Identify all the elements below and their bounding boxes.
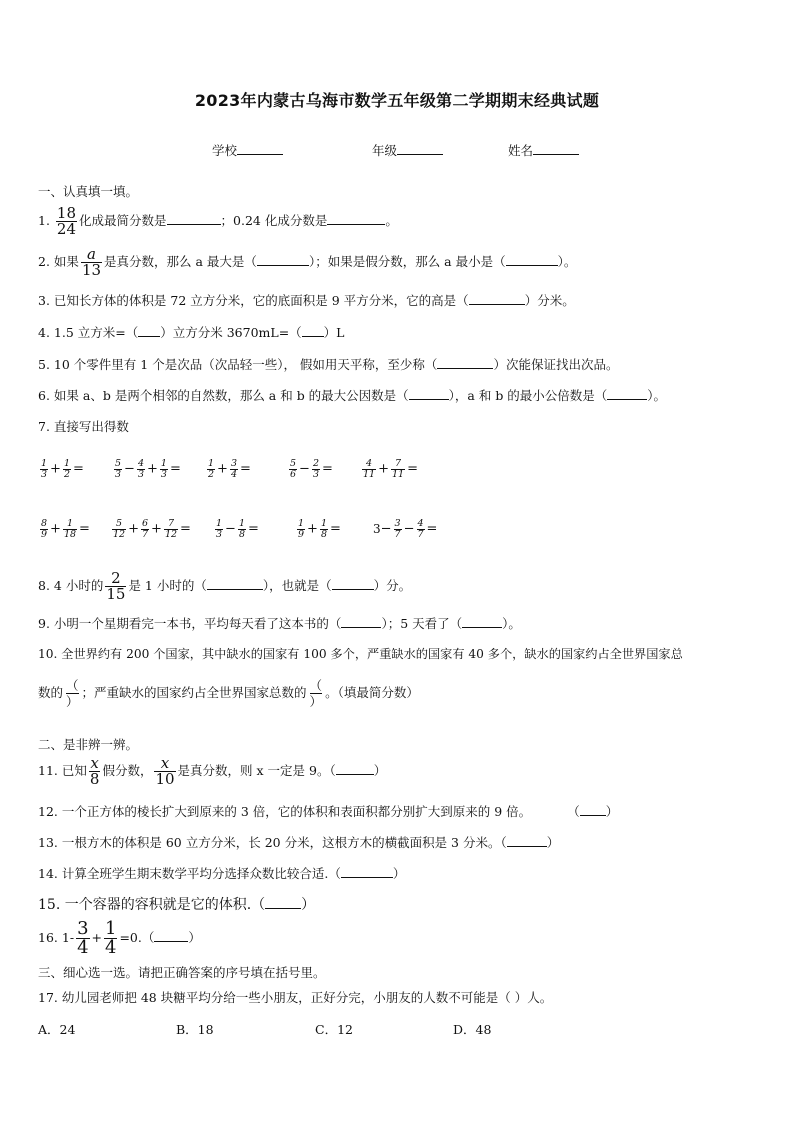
calc-numerator: 5 [115, 458, 122, 469]
q6-blank-1[interactable] [409, 388, 449, 400]
calc-numerator: 5 [290, 458, 297, 469]
calc-denominator: 3 [41, 468, 48, 480]
calc-denominator: 12 [164, 528, 178, 540]
calc-fraction [160, 459, 168, 479]
calc-numerator: 4 [366, 458, 373, 469]
calc-numerator: 5 [116, 518, 123, 529]
calc-fraction [289, 459, 297, 479]
q3-text-2: ）分米。 [524, 293, 575, 308]
calc-fraction [391, 459, 405, 479]
q10-text-3: ；严重缺水的国家约占全世界国家总数的 [81, 685, 307, 700]
calc-equals: = [240, 461, 251, 477]
q1-text-3: 。 [385, 213, 398, 228]
q9-blank-1[interactable] [341, 616, 381, 628]
q9-number: 9. [38, 616, 50, 631]
calc-denominator: 2 [208, 468, 215, 480]
q16-number: 16. [38, 930, 58, 945]
q8-blank-1[interactable] [207, 578, 263, 590]
q14-blank[interactable] [341, 866, 393, 878]
q9-text-3: ）。 [502, 616, 521, 631]
calc-fraction [312, 459, 320, 479]
q14-number: 14. [38, 866, 58, 881]
school-field [212, 141, 283, 159]
q12-text-3: ） [605, 804, 619, 819]
q2-text-0: 如果 [53, 254, 79, 269]
q6-number: 6. [38, 388, 50, 403]
q4-blank-2[interactable] [302, 325, 324, 337]
q8-fraction [105, 571, 126, 602]
grade-label: 年级 [372, 143, 398, 158]
calc-fraction [112, 519, 126, 539]
calc-fraction [238, 519, 246, 539]
q6-text-3: ）。 [647, 388, 667, 403]
calc-operator: + [217, 461, 228, 477]
calc-fraction [40, 459, 48, 479]
calc-fraction [114, 459, 122, 479]
q5-text-2: ）次能保证找出次品。 [493, 357, 619, 372]
q10-f2-bottom: ） [309, 694, 323, 709]
calc-numerator: 7 [167, 518, 175, 529]
q16-f1-den: 4 [77, 937, 89, 958]
calc-denominator: 11 [392, 468, 405, 480]
grade-blank[interactable] [397, 142, 443, 155]
calc-item [205, 459, 251, 479]
q1-fraction [56, 206, 77, 237]
question-7 [38, 417, 129, 435]
question-12 [38, 802, 618, 820]
q11-text-2: 是真分数，则 x 一定是 9。（ [177, 763, 336, 778]
calc-numerator: 3 [394, 518, 401, 529]
calc-whole-number: 3 [373, 522, 381, 536]
option-c[interactable]: C．12 [315, 1022, 353, 1037]
q2-frac-den: 13 [81, 261, 102, 279]
calc-operator: + [307, 521, 318, 537]
q2-text-2: ）；如果是假分数，那么 a 最小是（ [308, 254, 506, 269]
calc-equals: = [248, 521, 259, 537]
school-blank[interactable] [237, 142, 283, 155]
question-10-line-2 [38, 678, 419, 709]
q11-blank[interactable] [336, 763, 374, 775]
calc-numerator: 1 [66, 518, 74, 529]
calc-numerator: 1 [41, 458, 48, 469]
calc-denominator: 6 [290, 468, 297, 480]
q11-text-1: 假分数， [102, 763, 153, 778]
q16-text-2: ） [188, 930, 201, 945]
calc-denominator: 4 [230, 468, 237, 480]
q11-text-0: 已知 [61, 763, 87, 778]
question-13 [38, 833, 559, 851]
q2-number: 2. [38, 254, 50, 269]
calc-equals: = [180, 521, 191, 537]
calc-denominator: 2 [63, 468, 70, 480]
calc-operator: − [403, 521, 415, 537]
calc-numerator: 7 [395, 458, 402, 469]
calc-operator: − [299, 461, 310, 477]
calc-operator: + [50, 521, 61, 537]
calc-denominator: 18 [63, 528, 77, 540]
q5-blank[interactable] [437, 357, 493, 369]
q13-blank[interactable] [507, 835, 547, 847]
q11-fraction-2 [154, 756, 175, 787]
calc-denominator: 12 [113, 528, 126, 540]
calc-denominator: 3 [115, 468, 122, 480]
calc-item [287, 459, 333, 479]
calc-numerator: 1 [208, 458, 215, 469]
calc-item [360, 459, 418, 479]
question-5 [38, 355, 618, 373]
q1-text-1: 化成最简分数是 [79, 213, 167, 228]
q7-text-1: 直接写出得数 [53, 419, 129, 434]
q10-text-1: 全世界约有 200 个国家，其中缺水的国家有 100 多个，严重缺水的国家有 40 多个，缺水的国家约占全世界国家总 [61, 647, 683, 661]
q17-text-1: 幼儿园老师把 48 块糖平均分给一些小朋友，正好分完，小朋友的人数不可能是（ ）人。 [61, 990, 553, 1005]
q8-frac-den: 15 [106, 585, 126, 603]
q4-text-3: ）L [323, 325, 345, 340]
q10-f1-bottom: ） [66, 694, 79, 709]
q12-text-2: （ [567, 804, 580, 819]
calc-equals: = [407, 461, 418, 477]
q12-text-1: 一个正方体的棱长扩大到原来的 3 倍，它的体积和表面积都分别扩大到原来的 9 倍。 [61, 804, 532, 819]
calc-denominator: 7 [394, 528, 401, 540]
calc-numerator: 8 [41, 518, 48, 529]
section-2-heading: 二、是非辨一辨。 [38, 737, 139, 752]
school-label: 学校 [212, 143, 238, 158]
q16-text-1: =0.（ [119, 930, 155, 945]
calc-numerator: 1 [298, 518, 305, 529]
question-11 [38, 756, 386, 787]
calc-fraction [40, 519, 48, 539]
q16-f2-den: 4 [105, 937, 117, 958]
q15-number: 15. [38, 897, 61, 913]
q13-text-1: 一根方木的体积是 60 立方分米，长 20 分米，这根方木的横截面积是 3 分米。（ [61, 835, 507, 850]
calc-item [373, 519, 437, 539]
q10-text-2: 数的 [38, 685, 64, 700]
calc-numerator: 2 [312, 458, 319, 469]
question-9 [38, 614, 521, 632]
calc-equals: = [426, 521, 438, 537]
calc-item [295, 519, 341, 539]
question-14 [38, 864, 405, 882]
calc-denominator: 8 [238, 528, 245, 540]
calc-fraction [297, 519, 305, 539]
calc-fraction [320, 519, 328, 539]
name-label: 姓名 [508, 143, 534, 158]
calc-operator: + [50, 461, 61, 477]
calc-denominator: 3 [137, 468, 144, 480]
calc-item [38, 459, 84, 479]
q15-text-1: 一个容器的容积就是它的体积.（ [64, 897, 266, 913]
option-d[interactable]: D．48 [453, 1022, 492, 1037]
section-3-heading: 三、细心选一选。请把正确答案的序号填在括号里。 [38, 965, 326, 980]
q13-text-2: ） [546, 835, 560, 850]
question-15 [38, 894, 315, 914]
q4-text-2: ）立方分米 3670mL=（ [160, 325, 302, 340]
calc-operator: + [378, 461, 389, 477]
calc-numerator: 4 [137, 458, 144, 469]
q5-number: 5. [38, 357, 50, 372]
calc-numerator: 1 [63, 458, 70, 469]
q3-blank[interactable] [469, 293, 525, 305]
q7-number: 7. [38, 419, 50, 434]
q12-number: 12. [38, 804, 58, 819]
calc-numerator: 3 [230, 458, 237, 469]
question-8 [38, 571, 411, 602]
q16-blank[interactable] [154, 930, 188, 942]
q11-f1-den: 8 [89, 770, 100, 788]
q2-blank-2[interactable] [506, 254, 558, 266]
q2-frac-num: a [87, 245, 96, 263]
calc-item [213, 519, 259, 539]
q8-text-0: 4 小时的 [53, 578, 104, 593]
q9-text-2: ）；5 天看了（ [381, 616, 463, 631]
q16-f1-num: 3 [77, 918, 89, 939]
calc-equals: = [79, 521, 90, 537]
calc-numerator: 1 [160, 458, 167, 469]
calc-equals: = [169, 461, 181, 477]
q3-text-1: 已知长方体的体积是 72 立方分米，它的底面积是 9 平方分米，它的高是（ [53, 293, 469, 308]
q10-f1-top: （ [66, 678, 79, 693]
q10-fraction-blank-2[interactable] [310, 678, 323, 709]
q3-number: 3. [38, 293, 50, 308]
calc-operator: + [128, 521, 139, 537]
q12-blank[interactable] [580, 804, 606, 816]
q8-text-1: 是 1 小时的（ [128, 578, 207, 593]
q11-fraction-1 [89, 756, 101, 787]
q4-text-1: 1.5 立方米=（ [53, 325, 139, 340]
q14-text-1: 计算全班学生期末数学平均分选择众数比较合适.（ [61, 866, 341, 881]
q6-text-2: ），a 和 b 的最小公倍数是（ [448, 388, 608, 403]
option-a[interactable]: A．24 [38, 1022, 76, 1037]
q8-frac-num: 2 [111, 569, 121, 587]
calc-numerator: 6 [142, 518, 149, 529]
q2-fraction [81, 247, 102, 278]
calc-equals: = [330, 521, 341, 537]
q17-number: 17. [38, 990, 58, 1005]
q11-f1-num: x [90, 754, 99, 772]
calc-numerator: 1 [238, 518, 245, 529]
q15-text-2: ） [301, 897, 316, 913]
page-title: 2023年内蒙古乌海市数学五年级第二学期期末经典试题 [194, 91, 600, 110]
q1-number: 1. [38, 213, 50, 228]
q16-plus: + [91, 930, 102, 945]
q10-f2-top: （ [309, 678, 323, 693]
question-17 [38, 988, 552, 1006]
name-blank[interactable] [533, 142, 579, 155]
q16-fraction-2 [104, 920, 117, 957]
q9-blank-2[interactable] [462, 616, 502, 628]
q11-number: 11. [38, 763, 58, 778]
question-4 [38, 323, 344, 341]
q2-text-3: ）。 [557, 254, 577, 269]
q11-text-3: ） [373, 763, 387, 778]
question-16 [38, 920, 201, 957]
q16-fraction-1 [76, 920, 89, 957]
question-1 [38, 206, 398, 237]
q2-text-1: 是真分数，那么 a 最大是（ [104, 254, 257, 269]
calc-denominator: 3 [216, 528, 223, 540]
calc-numerator: 4 [417, 518, 424, 529]
calc-fraction [417, 519, 425, 539]
q2-blank-1[interactable] [257, 254, 309, 266]
question-6 [38, 386, 666, 404]
q8-number: 8. [38, 578, 50, 593]
calc-operator: − [124, 461, 135, 477]
q10-text-4: 。（填最简分数） [325, 685, 419, 700]
calc-denominator: 9 [298, 528, 305, 540]
calc-denominator: 8 [320, 528, 327, 540]
calc-fraction [362, 459, 376, 479]
section-1-heading: 一、认真填一填。 [38, 184, 139, 199]
calc-fraction [137, 459, 145, 479]
q1-blank-1[interactable] [167, 213, 221, 225]
q1-text-2: ；0.24 化成分数是 [220, 213, 328, 228]
q4-number: 4. [38, 325, 50, 340]
calc-fraction [164, 519, 178, 539]
calc-equals: = [322, 461, 333, 477]
q16-f2-num: 1 [105, 918, 117, 939]
calc-fraction [63, 519, 77, 539]
calc-denominator: 3 [312, 468, 319, 480]
calc-operator: − [380, 521, 392, 537]
q8-text-2: ），也就是（ [262, 578, 332, 593]
calc-item [112, 459, 181, 479]
q11-f2-num: x [160, 754, 170, 772]
calc-denominator: 7 [417, 528, 424, 540]
calc-fraction [230, 459, 238, 479]
q1-blank-2[interactable] [327, 213, 385, 225]
calc-numerator: 1 [216, 518, 223, 529]
q6-text-1: 如果 a、b 是两个相邻的自然数，那么 a 和 b 的最大公因数是（ [53, 388, 409, 403]
calc-equals: = [73, 461, 84, 477]
q6-blank-2[interactable] [607, 388, 647, 400]
calc-item [38, 519, 90, 539]
q10-fraction-blank-1[interactable] [66, 678, 79, 709]
calc-fraction [63, 459, 71, 479]
name-field [508, 141, 579, 159]
calc-operator: + [151, 521, 162, 537]
q14-text-2: ） [392, 866, 406, 881]
q4-blank-1[interactable] [138, 325, 160, 337]
calc-denominator: 3 [160, 468, 167, 480]
calc-item [110, 519, 191, 539]
calc-fraction [141, 519, 149, 539]
q10-number: 10. [38, 647, 58, 661]
q1-frac-den: 24 [56, 220, 77, 238]
calc-denominator: 9 [41, 528, 48, 540]
q9-text-1: 小明一个星期看完一本书，平均每天看了这本书的（ [53, 616, 342, 631]
calc-denominator: 11 [363, 468, 376, 480]
q8-text-3: ）分。 [373, 578, 412, 593]
q11-f2-den: 10 [155, 770, 175, 788]
calc-operator: + [147, 461, 158, 477]
q16-text-0: 1- [61, 930, 75, 945]
calc-fraction [207, 459, 215, 479]
q13-number: 13. [38, 835, 58, 850]
q1-frac-num: 18 [56, 204, 77, 222]
calc-fraction [394, 519, 402, 539]
question-10-line-1 [38, 645, 683, 662]
q8-blank-2[interactable] [332, 578, 374, 590]
q15-blank[interactable] [265, 897, 301, 909]
calc-denominator: 7 [142, 528, 149, 540]
q5-text-1: 10 个零件里有 1 个是次品（次品轻一些）， 假如用天平称，至少称（ [53, 357, 438, 372]
option-b[interactable]: B．18 [176, 1022, 214, 1037]
question-2 [38, 247, 576, 278]
grade-field [372, 141, 443, 159]
calc-operator: − [225, 521, 236, 537]
calc-numerator: 1 [320, 518, 327, 529]
question-3 [38, 291, 575, 309]
calc-fraction [215, 519, 223, 539]
